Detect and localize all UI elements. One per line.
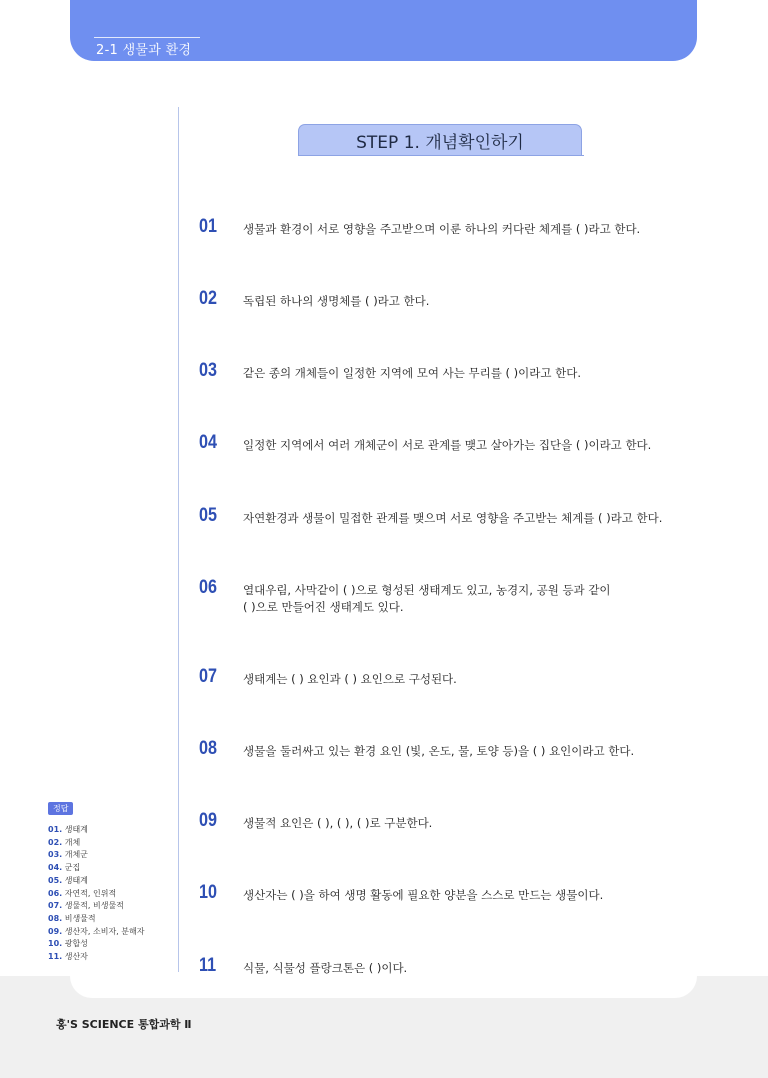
answer-number: 03. [48, 850, 63, 860]
answer-item [48, 824, 168, 837]
answer-item [48, 951, 168, 964]
question-number: 05 [199, 505, 217, 526]
answer-key-label: 정답 [48, 802, 73, 815]
answer-number: 05. [48, 875, 63, 885]
answer-text: 생산자 [64, 952, 88, 962]
header-rule [94, 37, 200, 38]
question-number: 07 [199, 666, 217, 687]
question-number: 01 [199, 216, 217, 237]
answer-text: 비생물적 [64, 913, 96, 923]
answer-text: 생물적, 비생물적 [64, 901, 124, 911]
question-text: 생물을 둘러싸고 있는 환경 요인 (빛, 온도, 물, 토양 등)을 ( ) 요인이라고 한다. [243, 744, 635, 758]
question-text: 식물, 식물성 플랑크톤은 ( )이다. [243, 961, 408, 975]
question-text: 자연환경과 생물이 밀접한 관계를 맺으며 서로 영향을 주고받는 체계를 ( )라고 한다. [243, 511, 663, 525]
answer-item [48, 875, 168, 888]
question-number: 02 [199, 288, 217, 309]
answer-text: 군집 [64, 863, 81, 873]
answer-number: 10. [48, 939, 63, 949]
answer-item [48, 837, 168, 850]
question-text: 일정한 지역에서 여러 개체군이 서로 관계를 맺고 살아가는 집단을 ( )이라고 한다. [243, 438, 652, 452]
answer-text: 개체 [64, 837, 81, 847]
answer-item [48, 938, 168, 951]
margin-divider [178, 107, 179, 972]
question-text: ( )으로 만들어진 생태계도 있다. [243, 600, 404, 614]
question-number: 08 [199, 738, 217, 759]
answer-text: 광합성 [64, 939, 88, 949]
step-underline [298, 155, 584, 156]
section-title: 2-1 생물과 환경 [96, 43, 192, 58]
answer-text: 생태계 [64, 825, 88, 834]
answer-item [48, 900, 168, 913]
answer-item [48, 849, 168, 862]
question-number: 10 [199, 882, 217, 903]
answer-number: 11. [48, 952, 63, 962]
answer-text: 생태계 [64, 875, 88, 885]
footer-title: 홍'S SCIENCE 통합과학 Ⅱ [56, 1018, 192, 1031]
question-text: 독립된 하나의 생명체를 ( )라고 한다. [243, 294, 430, 308]
question-text: 생태계는 ( ) 요인과 ( ) 요인으로 구성된다. [243, 672, 457, 686]
answer-number: 09. [48, 926, 63, 936]
question-text: 생물과 환경이 서로 영향을 주고받으며 이룬 하나의 커다란 체계를 ( )라고 한다. [243, 222, 641, 236]
answer-number: 06. [48, 888, 63, 898]
answer-number: 01. [48, 825, 63, 834]
answer-number: 04. [48, 863, 63, 873]
step-title: STEP 1. 개념확인하기 [298, 124, 582, 155]
question-number: 03 [199, 360, 217, 381]
answer-text: 개체군 [64, 850, 88, 860]
answer-key [48, 796, 168, 964]
answer-item [48, 862, 168, 875]
question-number: 06 [199, 577, 217, 598]
answer-number: 07. [48, 901, 63, 911]
question-number: 04 [199, 432, 217, 453]
question-text: 생산자는 ( )을 하여 생명 활동에 필요한 양분을 스스로 만드는 생물이다. [243, 888, 604, 902]
answer-list [48, 824, 168, 964]
question-text: 열대우림, 사막같이 ( )으로 형성된 생태계도 있고, 농경지, 공원 등과 같이 [243, 583, 611, 597]
question-text: 생물적 요인은 ( ), ( ), ( )로 구분한다. [243, 816, 433, 830]
answer-item [48, 888, 168, 901]
answer-item [48, 926, 168, 939]
answer-text: 자연적, 인위적 [64, 888, 117, 898]
answer-item [48, 913, 168, 926]
question-number: 09 [199, 810, 217, 831]
answer-text: 생산자, 소비자, 분해자 [64, 926, 145, 936]
question-number: 11 [199, 955, 217, 976]
question-text: 같은 종의 개체들이 일정한 지역에 모여 사는 무리를 ( )이라고 한다. [243, 366, 582, 380]
answer-number: 08. [48, 913, 63, 923]
answer-number: 02. [48, 837, 63, 847]
